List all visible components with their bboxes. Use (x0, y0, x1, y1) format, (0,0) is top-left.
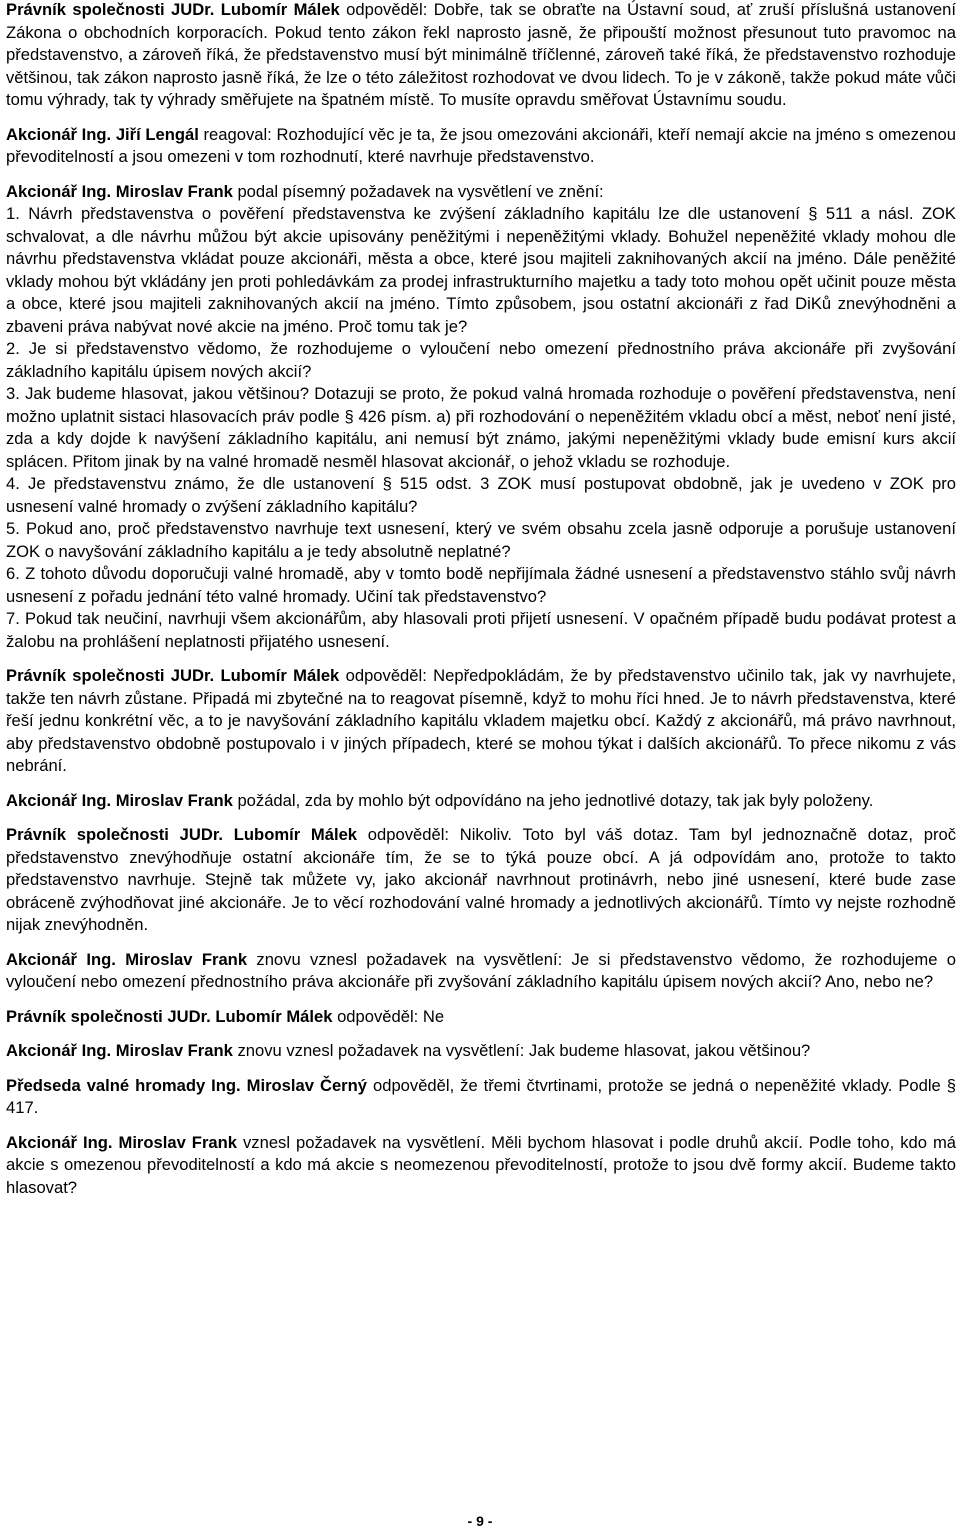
speaker-name: Akcionář Ing. Miroslav Frank (6, 790, 233, 810)
paragraph-text: 6. Z tohoto důvodu doporučuji valné hromadě, aby v tomto bodě nepřijímala žádné usnesení a představenstvo stáhlo svůj návrh usnesení z pořadu jednání této valné hromady. Učiní tak představenstvo? (6, 564, 956, 606)
paragraph (6, 563, 956, 608)
speaker-name: Akcionář Ing. Jiří Lengál (6, 124, 199, 144)
paragraph (6, 1006, 956, 1029)
speaker-name: Akcionář Ing. Miroslav Frank (6, 181, 233, 201)
paragraph-text: odpověděl: Nepředpokládám, že by představenstvo učinilo tak, jak vy navrhujete, takže ten návrh zůstane. Připadá mi zbytečné na to reagovat písemně, když to mohu říci hned. Je to návrh představenstva, které řeší jednu konkrétní věc, a to je navyšování základního kapitálu vkladem majetku obcí. Každý z akcionářů, má právo navrhnout, aby představenstvo obdobně postupovalo i v jiných případech, které se mohou týkat i dalších akcionářů. To přece nikomu z vás nebrání. (6, 666, 956, 775)
paragraph-text: požádal, zda by mohlo být odpovídáno na jeho jednotlivé dotazy, tak jak byly položeny. (232, 790, 874, 810)
paragraph (6, 1075, 956, 1120)
paragraph (6, 473, 956, 518)
paragraph (6, 608, 956, 653)
speaker-name: Předseda valné hromady Ing. Miroslav Černý (6, 1075, 367, 1095)
paragraph (6, 824, 956, 937)
paragraph (6, 949, 956, 994)
paragraph-text: podal písemný požadavek na vysvětlení ve znění: (232, 181, 604, 201)
speaker-name: Právník společnosti JUDr. Lubomír Málek (6, 666, 340, 685)
paragraph-text: 7. Pokud tak neučiní, navrhuji všem akcionářům, aby hlasovali proti přijetí usnesení. V opačném případě budu podávat protest a žalobu na prohlášení neplatnosti přijatého usnesení. (6, 609, 956, 651)
page-number: - 9 - (467, 1513, 493, 1529)
paragraph (6, 203, 956, 338)
paragraph-text: odpověděl: Dobře, tak se obraťte na Ústavní soud, ať zruší příslušná ustanovení Zákona o obchodních korporacích. Pokud tento zákon řekl naprosto jasně, že připouští možnost přesunout tuto pravomoc na představenstvo, a zároveň říká, že představenstvo musí být minimálně tříčlenné, zároveň také říká, že představenstvo rozhoduje většinou, tak zákon naprosto jasně říká, že lze o této záležitost rozhodovat ve dvou lidech. To je v zákoně, takže pokud máte vůči tomu výhrady, tak ty výhrady směřujete na špatném místě. To musíte opravdu směřovat Ústavnímu soudu. (6, 0, 956, 109)
paragraph (6, 383, 956, 473)
paragraph-text: odpověděl: Ne (332, 1006, 445, 1026)
paragraph-text: znovu vznesl požadavek na vysvětlení: Jak budeme hlasovat, jakou většinou? (232, 1041, 811, 1060)
paragraph-text: 1. Návrh představenstva o pověření představenstva ke zvýšení základního kapitálu lze dle ustanovení § 511 a násl. ZOK schvalovat, a dle návrhu můžou být akcie upisovány peněžitými i nepeněžitými vklady. Bohužel nepeněžité vklady mohou dle návrhu představenstva vkládat pouze akcionáři, města a obce, které jsou majiteli zaknihovaných akcií na jméno. Dále peněžité vklady mohou být vkládány jen proti pohledávkám za prodej infrastrukturního majetku a tady toto mohou opět učinit pouze města a obce, které jsou majiteli zaknihovaných akcií na jméno. Tímto způsobem, jsou ostatní akcionáři z řad DiKů znevýhodněni a zbaveni práva nabývat nové akcie na jméno. Proč tomu tak je? (6, 204, 956, 336)
paragraph-text: reagoval: Rozhodující věc je ta, že jsou omezováni akcionáři, kteří nemají akcie na jméno s omezenou převoditelností a jsou omezeni v tom rozhodnutí, které navrhuje představenstvo. (6, 124, 956, 166)
speaker-name: Právník společnosti JUDr. Lubomír Málek (6, 0, 340, 19)
paragraph (6, 181, 956, 204)
paragraph-text: odpověděl, že třemi čtvrtinami, protože se jedná o nepeněžité vklady. Podle § 417. (6, 1075, 956, 1117)
paragraph (6, 518, 956, 563)
speaker-name: Právník společnosti JUDr. Lubomír Málek (6, 825, 358, 844)
paragraph (6, 0, 956, 112)
speaker-name: Akcionář Ing. Miroslav Frank (6, 1132, 237, 1152)
paragraph (6, 790, 956, 813)
paragraph-text: 4. Je představenstvu známo, že dle ustanovení § 515 odst. 3 ZOK musí postupovat obdobně, jak je uvedeno v ZOK pro usnesení valné hromady o zvýšení základního kapitálu? (6, 474, 956, 516)
paragraph-text: vznesl požadavek na vysvětlení. Měli bychom hlasovat i podle druhů akcií. Podle toho, kdo má akcie s omezenou převoditelností a kdo má akcie s neomezenou převoditelností, protože to jsou dvě formy akcií. Budeme takto hlasovat? (6, 1132, 956, 1197)
paragraph (6, 665, 956, 778)
paragraph (6, 338, 956, 383)
paragraph-text: 2. Je si představenstvo vědomo, že rozhodujeme o vyloučení nebo omezení přednostního práva akcionáře při zvyšování základního kapitálu úpisem nových akcií? (6, 339, 956, 381)
paragraph (6, 1040, 956, 1063)
speaker-name: Akcionář Ing. Miroslav Frank (6, 1041, 233, 1060)
document-body (6, 0, 956, 1199)
paragraph (6, 124, 956, 169)
paragraph-text: znovu vznesl požadavek na vysvětlení: Je si představenstvo vědomo, že rozhodujeme o vyloučení nebo omezení přednostního práva akcionáře při zvyšování základního kapitálu úpisem nových akcií? Ano, nebo ne? (6, 949, 957, 991)
paragraph-text: odpověděl: Nikoliv. Toto byl váš dotaz. Tam byl jednoznačně dotaz, proč představenstvo znevýhodňuje ostatní akcionáře tím, že se to týká pouze obcí. A já odpovídám ano, protože to takto představenstvo navrhuje. Stejně tak můžete vy, jako akcionář navrhnout protinávrh, nebo jiné usnesení, které bude zase obráceně zvýhodňovat jiné akcionáře. Je to věcí rozhodování valné hromady a jednotlivých akcionářů. Tímto vy nejste rozhodně nijak znevýhodněn. (6, 825, 956, 934)
paragraph-text: 5. Pokud ano, proč představenstvo navrhuje text usnesení, který ve svém obsahu zcela jasně odporuje a porušuje ustanovení ZOK o navyšování základního kapitálu a je tedy absolutně neplatné? (6, 519, 956, 561)
paragraph-text: 3. Jak budeme hlasovat, jakou většinou? Dotazuji se proto, že pokud valná hromada rozhoduje o pověření představenstva, není možno uplatnit sistaci hlasovacích práv podle § 426 písm. a) při rozhodování o nepeněžitém vkladu obcí a měst, neboť není jisté, zda a kdy dojde k navýšení základního kapitálu, ani nemusí být známo, jakými nepeněžitými vklady bude emisní kurs akcií splácen. Přitom jinak by na valné hromadě nesměl hlasovat akcionář, o jehož vkladu se rozhoduje. (6, 384, 956, 471)
paragraph (6, 1132, 956, 1200)
speaker-name: Akcionář Ing. Miroslav Frank (6, 949, 248, 969)
speaker-name: Právník společnosti JUDr. Lubomír Málek (6, 1006, 333, 1026)
